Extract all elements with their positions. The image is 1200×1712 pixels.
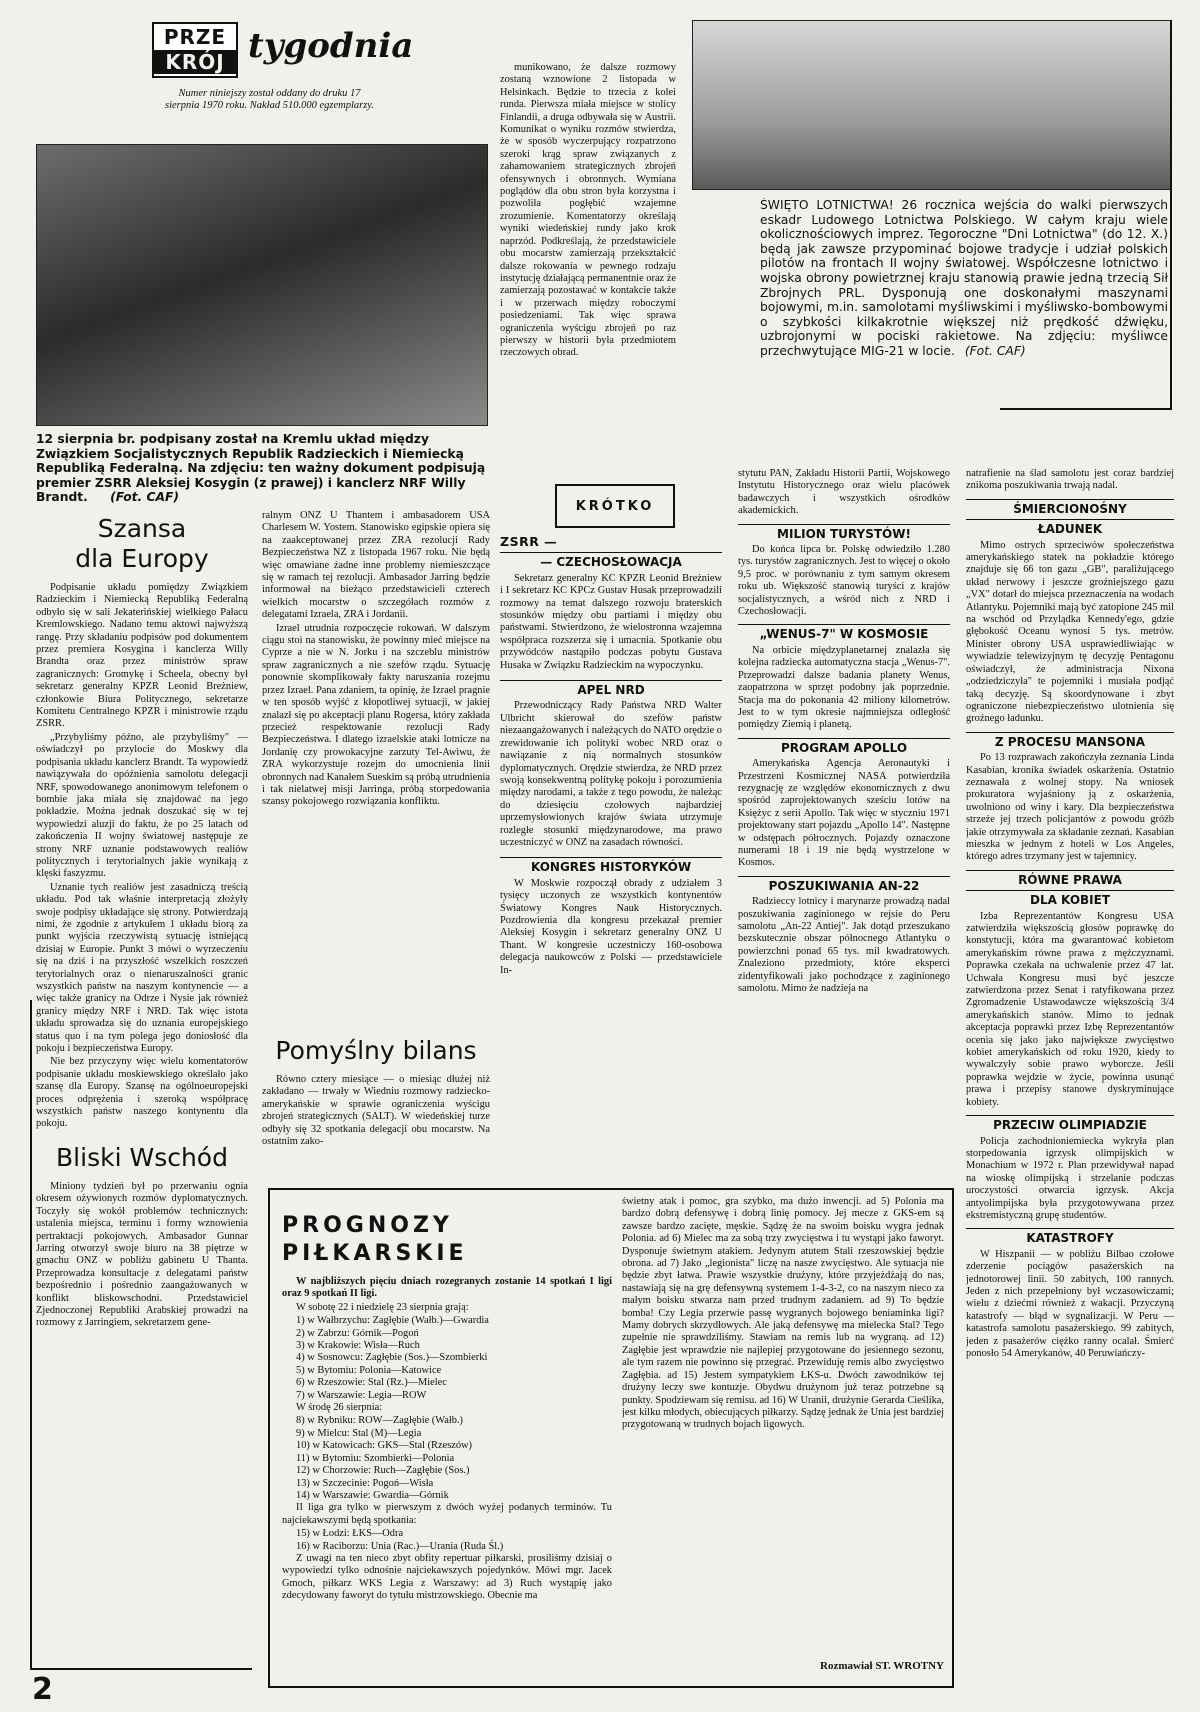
list-item: 14) w Warszawie: Gwardia—Górnik [296, 1489, 449, 1501]
szansa-p1: Podpisanie układu pomiędzy Związkiem Radzieckim i Niemiecką Republiką Federalną odbyło się w sali Jekaterińskiej wielkiego Pałacu Kremlowskiego. Nadano temu aktowi najwyższą rangę. Przy składaniu podpisów pod dokumentem przez premiera Kosygina i kanclerza Willy Brandta oraz przez ministrów spraw zagranicznych: Gromykę i Scheela, obecny był sekretarz generalny KPZR Leonid Breżniew, członkowie Biura Politycznego, sekretarze Komitetu Centralnego KPZR i ministrowie rządu ZSRR. [36, 582, 248, 730]
prognozy-signature: Rozmawiał ST. WROTNY [820, 1660, 944, 1672]
apollo-heading: PROGRAM APOLLO [738, 738, 950, 754]
col2-p1: ralnym ONZ U Thantem i ambasadorem USA Charlesem W. Yostem. Stanowisko egipskie opiera się na zaakceptowanej przez ZRA rezolucji Rady Bezpieczeństwa NZ z listopada 1967 roku. Nie będą więc omawiane żadne inne problemy niemieszczące się w ramach tej rezolucji. Ambasador Jarring będzie informował na bieżąco przedstawicieli czterech wielkich mocarstw o szczegółach rozmów z delegatami Izraela, ZRA i Jordanii. [262, 510, 490, 621]
apel-text: Przewodniczący Rady Państwa NRD Walter Ulbricht skierował do szefów państw niezaangażowanych i należących do NATO orędzie o zrewidowanie ich polityki wobec NRD oraz o nawiązanie z nią normalnych stosunków dyplomatycznych. Orędzie stwierdza, że NRD przez swoją konsekwentną politykę pokoju i porozumienia między narodami, a także z tego powodu, że należąc do dziesięciu czołowych najbardziej uprzemysłowionych krajów świata utrzymuje rozległe stosunki międzynarodowe, ma prawo uczestniczyć w ONZ na zasadach równości. [500, 700, 722, 848]
wenus-text: Na orbicie międzyplanetarnej znalazła się kolejna radziecka automatyczna stacja „Wenus-7". Przeprowadzi dalsze badania planety Wenus, zaopatrzona w sprzęt podobny jak poprzednie. Stacja ma do pokonania 42 miliony kilometrów. Jest to w tym okresie najmniejsza odległość pomiędzy Ziemią i planetą. [738, 644, 950, 731]
list-item: 10) w Katowicach: GKS—Stal (Rzeszów) [296, 1440, 473, 1452]
logo-line-1: PRZE [163, 25, 227, 49]
szansa-p2: „Przybyliśmy późno, ale przybyliśmy" — oświadczył po przylocie do Moskwy dla podpisania układu kanclerz Brandt. Ta wypowiedź nawiązywała do opóźnienia samolotu delegacji NRF, spowodowanego anonimowym telefonem o bombie jaka miała się znajdować na jego pokładzie. Można jednak doszukać się w tej wypowiedzi aluzji do faktu, że po 25 latach od zakończenia II wojny światowej następuje ze strony NRF uznanie podstawowych realiów politycznych i terytorialnych jakie wynikają z klęski faszyzmu. [36, 731, 248, 880]
page-number: 2 [32, 1672, 53, 1707]
an22-text: Radzieccy lotnicy i marynarze prowadzą nadal poszukiwania zaginionego w rejsie do Peru samolotu „An-22 Antiej". Jak dotąd przeszukano bezskutecznie obszar północnego Atlantyku o powierzchni ponad 65 tys. mil kwadratowych. Znaleziono przedmioty, które eksperci zidentyfikowali jako pochodzące z zaginionego samolotu. Mimo że nadzieja na [738, 896, 950, 995]
column-4 [738, 468, 950, 1268]
zsrr-heading-1: ZSRR — [500, 536, 558, 549]
masthead [150, 18, 480, 128]
smierc-heading-1: ŚMIERCIONOŚNY [966, 499, 1174, 515]
list-item: 9) w Mielcu: Stal (M)—Legia [296, 1427, 422, 1439]
col4-intro: stytutu PAN, Zakładu Historii Partii, Wojskowego Instytutu Historycznego oraz wielu placówek badawczych i wszystkich ośrodków akademickich. [738, 468, 950, 517]
column-2 [262, 510, 490, 930]
list-item: 4) w Sosnowcu: Zagłębie (Sos.)—Szombierki [296, 1352, 488, 1364]
pomyslny-text: Równo cztery miesiące — o miesiąc dłużej niż zakładano — trwały w Wiedniu rozmowy radziecko-amerykańskie w sprawie ograniczenia wyścigu zbrojeń strategicznych (SALT). W wiedeńskiej turze odbyły się 32 spotkania delegacji obu mocarstw. Na ostatnim zako- [262, 1074, 490, 1148]
matches-list-3 [282, 1528, 612, 1553]
col5-intro: natrafienie na ślad samolotu jest coraz bardziej znikoma poszukiwania trwają nadal. [966, 468, 1174, 492]
list-item: 15) w Łodzi: ŁKS—Odra [296, 1528, 404, 1540]
logo-line-2: KRÓJ [154, 50, 236, 74]
bliski-title: Bliski Wschód [56, 1142, 228, 1172]
salt-continuation: munikowano, że dalsze rozmowy zostaną wznowione 2 listopada w Helsinkach. Będzie to trzecia z kolei runda. Pierwsza miała miejsce w stolicy Finlandii, a druga odbywała się w Austrii. Komunikat o wyniku rozmów stwierdza, że w sposób wyczerpujący rozpatrzono szeroki krąg spraw związanych z zahamowaniem strategicznych zbrojeń ofensywnych i obronnych. Wymiana poglądów dla obu stron była korzystna i pozwoliła pogłębić wzajemne zrozumienie. Komentatorzy określają wyniki wiedeńskiej rundy jako krok naprzód. Podkreślają, że przedstawiciele obu mocarstw zamierzają przekształcić dalsze rokowania w pewnego rodzaju instytucję działającą permanentnie oraz że zamierzają pozostawać w kontakcie także i w przerwach między roboczymi posiedzeniami. Tak więc sprawa ograniczenia wyścigu zbrojeń po raz pierwszy w historii była przedmiotem rzeczowych obrad. [500, 62, 676, 359]
column-1-frame-left [30, 1000, 32, 1668]
wenus-heading: „WENUS-7" W KOSMOSIE [738, 624, 950, 640]
prognozy-left [282, 1276, 612, 1678]
zsrr-text: Sekretarz generalny KC KPZR Leonid Breżniew i I sekretarz KC KPCz Gustav Husak przeprowadzili rozmowy na temat dalszego rozwoju braterskich stosunków między obu partiami i między obu państwami. Stwierdzono, że wielostronna wzajemna współpraca rozszerza się i umacnia. Spotkanie obu przywódców nastąpiło podczas pobytu Gustava Husaka w Związku Radzieckim na wypoczynku. [500, 572, 722, 671]
magazine-logo [152, 22, 238, 78]
prognozy-title-1: PROGNOZY [282, 1213, 453, 1238]
list-item: 7) w Warszawie: Legia—ROW [296, 1389, 427, 1401]
apel-heading: APEL NRD [500, 680, 722, 696]
rowne-text: Izba Reprezentantów Kongresu USA zatwierdziła większością głosów poprawkę do konstytucji, która ma gwarantować kobietom amerykańskim równe prawa z mężczyznami. Poprawka czekała na uchwalenie przez 47 lat. Uchwała Kongresu musi być jeszcze zatwierdzona przez Senat i ratyfikowana przez Zgromadzenie Ustawodawcze większością 3/4 amerykańskich stanów. Mimo to jednak akceptacja poprawki przez Izbę Reprezentantów ocenia się jako jako największe zwycięstwo kobiet amerykańskich od roku 1920, kiedy to wywalczyły sobie prawo wyborcze. Jeśli poprawka wejdzie w życie, powinna usunąć prawa i przepisy stanowe dyskryminujące kobiety. [966, 910, 1174, 1108]
list-item: 3) w Krakowie: Wisła—Ruch [296, 1340, 420, 1352]
szansa-title-1: Szansa [97, 514, 187, 543]
list-item: 13) w Szczecinie: Pogoń—Wisła [296, 1477, 434, 1489]
olimp-heading: PRZECIW OLIMPIADZIE [966, 1115, 1174, 1131]
krotko-box [555, 484, 675, 528]
prognozy-title-2: PIŁKARSKIE [282, 1241, 468, 1266]
smierc-text: Mimo ostrych sprzeciwów społeczeństwa amerykańskiego statek na pokładzie którego znajduje się 66 ton gazu „GB", paraliżującego układ nerwowy i jeszcze groźniejszego gazu „VX" dotarł do miejsca przeznaczenia na wodach Atlantyku. Pojemniki mają być zatopione 245 mil na wschód od Przylądka Kennedy'ego, gdzie głębokość Oceanu wynosi 5 tys. metrów. Minister obrony USA usprawiedliwiając w wywiadzie telewizyjnym tę decyzję Pentagonu oświadczył, że administracja Nixona „odziedziczyła" te pojemniki i musiała podjąć taką decyzję. Są skoordynowane i zbyt ograniczone niebezpieczeństwo ulotnienia się groźnego ładunku. [966, 539, 1174, 725]
photo1-caption-text: 12 sierpnia br. podpisany został na Kremlu układ między Związkiem Socjalistycznych Republik Radzieckich i Niemiecką Republiką Federalną. Na zdjęciu: ten ważny dokument podpisują premier ZSRR Aleksiej Kosygin (z prawej) i kanclerz NRF Willy Brandt. [36, 432, 486, 505]
an22-heading: POSZUKIWANIA AN-22 [738, 876, 950, 892]
list-item: 6) w Rzeszowie: Stal (Rz.)—Mielec [296, 1377, 447, 1389]
prognozy-ii: II liga gra tylko w pierwszym z dwóch wyżej podanych terminów. Tu najciekawszymi będą spotkania: [282, 1502, 612, 1526]
milion-heading: MILION TURYSTÓW! [738, 524, 950, 540]
manson-text: Po 13 rozprawach zakończyła zeznania Linda Kasabian, kronika świadek oskarżenia. Ostatnio zeznawała z wolnej stopy. Na wniosek prokuratora wyjaśniony ją z oskarżenia, uwolniono od winy i kary. Dla bezpieczeństwa strzeże jej trzech policjantów z powodu gróźb jakie otrzymywała za składanie zeznań. Kasabian mieszka w jednym z hoteli w Los Angeles, którego adres trzymany jest w tajemnicy. [966, 752, 1174, 863]
list-item: 2) w Zabrzu: Górnik—Pogoń [296, 1327, 419, 1339]
kat-heading: KATASTROFY [966, 1228, 1174, 1244]
szansa-p4: Nie bez przyczyny więc wielu komentatorów podpisanie układu moskiewskiego określało jako szansę dla Europy. Szansę na ogólnoeuropejski proces odprężenia i szeroką współpracę wszystkich państw naszego kontynentu dla pokoju. [36, 1056, 248, 1130]
milion-text: Do końca lipca br. Polskę odwiedziło 1.280 tys. turystów zagranicznych. Jest to więcej o około 9,5 proc. w porównaniu z tym samym okresem roku ub. Większość stanowią turyści z krajów socjalistycznych, a wśród nich z NRD i Czechosłowacji. [738, 544, 950, 618]
prognozy-wed: W środę 26 sierpnia: [296, 1402, 383, 1414]
list-item: 11) w Bytomiu: Szombierki—Polonia [296, 1452, 455, 1464]
list-item: 12) w Chorzowie: Ruch—Zagłębie (Sos.) [296, 1465, 470, 1477]
column-3 [500, 536, 722, 1271]
prognozy-right: świetny atak i pomoc, gra szybko, ma dużo inwencji. ad 5) Polonia ma bardzo dobrą defensywę i dobrą linię pomocy. Jej mecze z GKS-em są zawsze bardzo zacięte, męskie. Sądzę że na swoim boisku wygra jednak Polonia. ad 6) Mielec ma za sobą trzy zwycięstwa i tu wystąpi jako faworyt. Dysponuje świetnym atakiem. Jedynym atutem Stali rzeszowskiej będzie obrona. ad 7) Jako „legionista" liczę na nasze zwycięstwo. Ale sytuacja nie będzie zbyt łatwa. Prawie wszystkie drużyny, które przyjeżdżają do nas, nastawiają się na grę defensywną systemem 1-4-3-2, co na naszym nieco za małym boisku stwarza nam przed trudnym zadaniem. ad 9) To będzie bomba! Czy Legia przerwie passę wygranych bojowego beniaminka ligi? Mamy dobrych skrzydłowych. Ale jaką defensywę ma mielecka Stal? Tego zupełnie nie sprawdziliśmy. Stawiam na remis lub na wygraną. ad 12) Zagłębie jest wprawdzie nie najlepiej przygotowane do jesiennego sezonu, ale tym razem nie powinno się przegrać. Przewiduję remis albo zwycięstwo Zagłębia. ad 15) Jestem sympatykiem ŁKS-u. Dwóch zawodników tej drużyny leczy swe kontuzje. Obydwu drużynom już teraz potrzebne są punkty. Spodziewam się remisu. ad 16) W Uranii, drużynie Gerarda Cieślika, jest kilku młodych, obiecujących piłkarzy. Sądzę jednak że Unia jest bardziej przygotowaną w trudnych bojach ligowych. [622, 1196, 944, 1431]
olimp-text: Policja zachodnioniemiecka wykryła plan storpedowania igrzysk olimpijskich w Monachium w 1972 r. Plan przewidywał napad na wioskę olimpijską i strzelanie podczas uroczystości otwarcia igrzysk. Akcja antyolimpijska była przygotowywana przez ekstremistyczną grupę studentów. [966, 1135, 1174, 1221]
matches-list-2 [282, 1415, 612, 1502]
column-5 [966, 468, 1174, 1700]
smierc-heading-2: ŁADUNEK [966, 519, 1174, 535]
photo2-frame-right [1170, 20, 1172, 410]
col2-p2: Izrael utrudnia rozpoczęcie rokowań. W dalszym ciągu stoi na stanowisku, że powinny mieć miejsce na Cyprze a nie w N. Jorku i na szczeblu ministrów spraw zagranicznych a nie szefów rządu. Sytuację ponownie skomplikowały fakty naruszania rozejmu przez Izrael. Pana zdaniem, ta opinię, że Izrael pragnie w ten sposób wyjść z kłopotliwej sytuacji, w jakiej znalazł się po akceptacji planu Rogersa, który zakłada przecież respektowanie rezolucji Rady Bezpieczeństwa. I dlatego izraelskie ataki lotnicze na Jordanię czy prowokacyjne zarzuty Tel-Awiwu, że ZRA wykorzystuje rozejm do umocnienia linii obronnych nad Kanałem Sueskim są próbą utrudnienia i tak nielatwej misji Jarringa, próbą storpedowania szansy pokojowego rozwiązania konfliktu. [262, 622, 490, 808]
prognozy-sat: W sobotę 22 i niedzielę 23 sierpnia grają: [296, 1301, 469, 1313]
apollo-text: Amerykańska Agencja Aeronautyki i Przestrzeni Kosmicznej NASA potwierdziła rezygnację ze względów ekonomicznych z dwu spośród zaprojektowanych sześciu lotów na Księżyc z serii Apollo. Tak więc w styczniu 1971 projektowany start pojazdu „Apollo 14". Następne w odstępach półrocznych. Pojazdy oznaczone numerami 18 i 19 nie będą wystrzelone w Kosmos. [738, 758, 950, 869]
szansa-title-2: dla Europy [75, 544, 209, 573]
manson-heading: Z PROCESU MANSONA [966, 732, 1174, 748]
photo2-frame-bottom [1000, 408, 1172, 410]
matches-list-1 [282, 1315, 612, 1402]
issue-note: Numer niniejszy został oddany do druku 17 sierpnia 1970 roku. Nakład 510.000 egzemplarzy. [164, 88, 374, 111]
list-item: 1) w Wałbrzychu: Zagłębie (Wałb.)—Gwardia [296, 1315, 489, 1327]
prognozy-tail: Z uwagi na ten nieco zbyt obfity repertuar piłkarski, prosiliśmy dzisiaj o wypowiedzi tylko odnośnie najciekawszych pojedynków. Mówi mgr. Jacek Gmoch, piłkarz WKS Legia z Warszawy: ad 3) Ruch wystąpię jako zdecydowany faworyt do tytułu mistrzowskiego. Obecnie ma [282, 1552, 612, 1602]
kat-text: W Hiszpanii — w pobliżu Bilbao czołowe zderzenie pociągów pasażerskich na jednotorowej linii. 50 zabitych, 100 rannych. Jeden z nich przepełniony był wczasowiczami; wielu z dziećmi również z wakacji. Przyczyną katastrofy — błąd w sygnalizacji. W Peru — katastrofa samolotu pasażerskiego. 99 zabitych, jeden z pasażerów ciężko ranny ocalał. Śmierć ponosło 54 Amerykanów, 40 Peruwiańczy- [966, 1248, 1174, 1359]
mig21-photo [692, 20, 1172, 190]
zsrr-heading-2: — CZECHOSŁOWACJA [500, 552, 722, 568]
prognozy-title [282, 1212, 502, 1268]
photo1-credit: (Fot. CAF) [110, 490, 180, 505]
rowne-heading-2: DLA KOBIET [966, 890, 1174, 906]
column-1 [36, 510, 248, 1705]
prognozy-intro: W najbliższych pięciu dniach rozegranych zostanie 14 spotkań I ligi oraz 9 spotkań II ligi. [282, 1276, 612, 1300]
list-item: 8) w Rybniku: ROW—Zagłębie (Wałb.) [296, 1415, 463, 1427]
bliski-text: Miniony tydzień był po przerwaniu ognia okresem ożywionych rozmów dyplomatycznych. Toczyły się wokół problemów technicznych: ustalenia miejsca, terminu i formy wznowienia pertraktacji pokojowych. Ambasador Gunnar Jarring otworzył swoje biuro na 38 piętrze w gmachu ONZ w pobliżu gabinetu U Thanta. Przeprowadza konsultacje z delegatami państw bezpośrednio i pośrednio zaangażowanych w konflikt bliskowschodni. Przedstawiciel Zjednoczonej Republiki Arabskiej prowadzi na rozmowy z Jarringiem, sekretarzem gene- [36, 1180, 248, 1329]
photo2-credit: (Fot. CAF) [964, 343, 1026, 358]
list-item: 16) w Raciborzu: Unia (Rac.)—Urania (Ruda Śl.) [296, 1540, 504, 1552]
kongres-text: W Moskwie rozpoczął obrady z udziałem 3 tysięcy uczonych ze wszystkich kontynentów Światowy Kongres Nauk Historycznych. Pozdrowienia dla kongresu przekazał premier Aleksiej Kosygin i sekretarz generalny ONZ U Thant. W kongresie uczestniczy 160-osobowa delegacja naukowców z Polski — przedstawiciele In- [500, 877, 722, 976]
rowne-heading-1: RÓWNE PRAWA [966, 870, 1174, 886]
photo2-caption [760, 198, 1168, 408]
kremlin-signing-photo [36, 144, 488, 426]
kongres-heading: KONGRES HISTORYKÓW [500, 857, 722, 873]
column-1-frame-bottom [30, 1668, 252, 1670]
krotko-title: KRÓTKO [575, 498, 655, 514]
photo2-caption-text: ŚWIĘTO LOTNICTWA! 26 rocznica wejścia do walki pierwszych eskadr Ludowego Lotnictwa Polskiego. W całym kraju wiele okolicznościowych imprez. Tegoroczne "Dni Lotnictwa" (do 12. X.) będą jak zawsze przypominać bojowe tradycje i udział polskich pilotów na frontach II wojny światowej. Współczesne lotnictwo i wojska obrony powietrznej kraju stanowią prawie jedną trzecią Sił Zbrojnych PRL. Dysponują one doskonałymi maszynami bojowymi, m.in. samolotami myśliwskimi i myśliwsko-bombowymi o szybkości kilkakrotnie większej niż prędkość dźwięku, uzbrojonymi w pociski rakietowe. Na zdjęciu: myśliwce przechwytujące MIG-21 w locie. [760, 198, 1168, 358]
masthead-word: tygodnia [248, 26, 414, 66]
pomyslny-title: Pomyślny bilans [275, 1036, 477, 1065]
photo1-caption [36, 432, 488, 505]
list-item: 5) w Bytomiu: Polonia—Katowice [296, 1364, 442, 1376]
szansa-p3: Uznanie tych realiów jest zasadniczą treścią układu. Pod tak właśnie interpretacją złożyły swoje podpisy układające się strony. Potwierdzają nimi, że zgodnie z artykułem 1 układu biorą za punkt wyjścia rzeczywistą sytuację istniejącą dzisiaj w Europie. Punkt 3 mówi o wyrzeczeniu się na dziś i na przyszłość wszelkich roszczeń terytorialnych oraz o nienaruszalności granic wszystkich państw na naszym kontynencie — a więc także granicy na Odrze i Nysie jak również granicy między NRF i NRD. Tak więc istota układu sprowadza się do uznania europejskiego status quo i na tym polega jego doniosłość dla pokoju i bezpieczeństwa Europy. [36, 881, 248, 1055]
